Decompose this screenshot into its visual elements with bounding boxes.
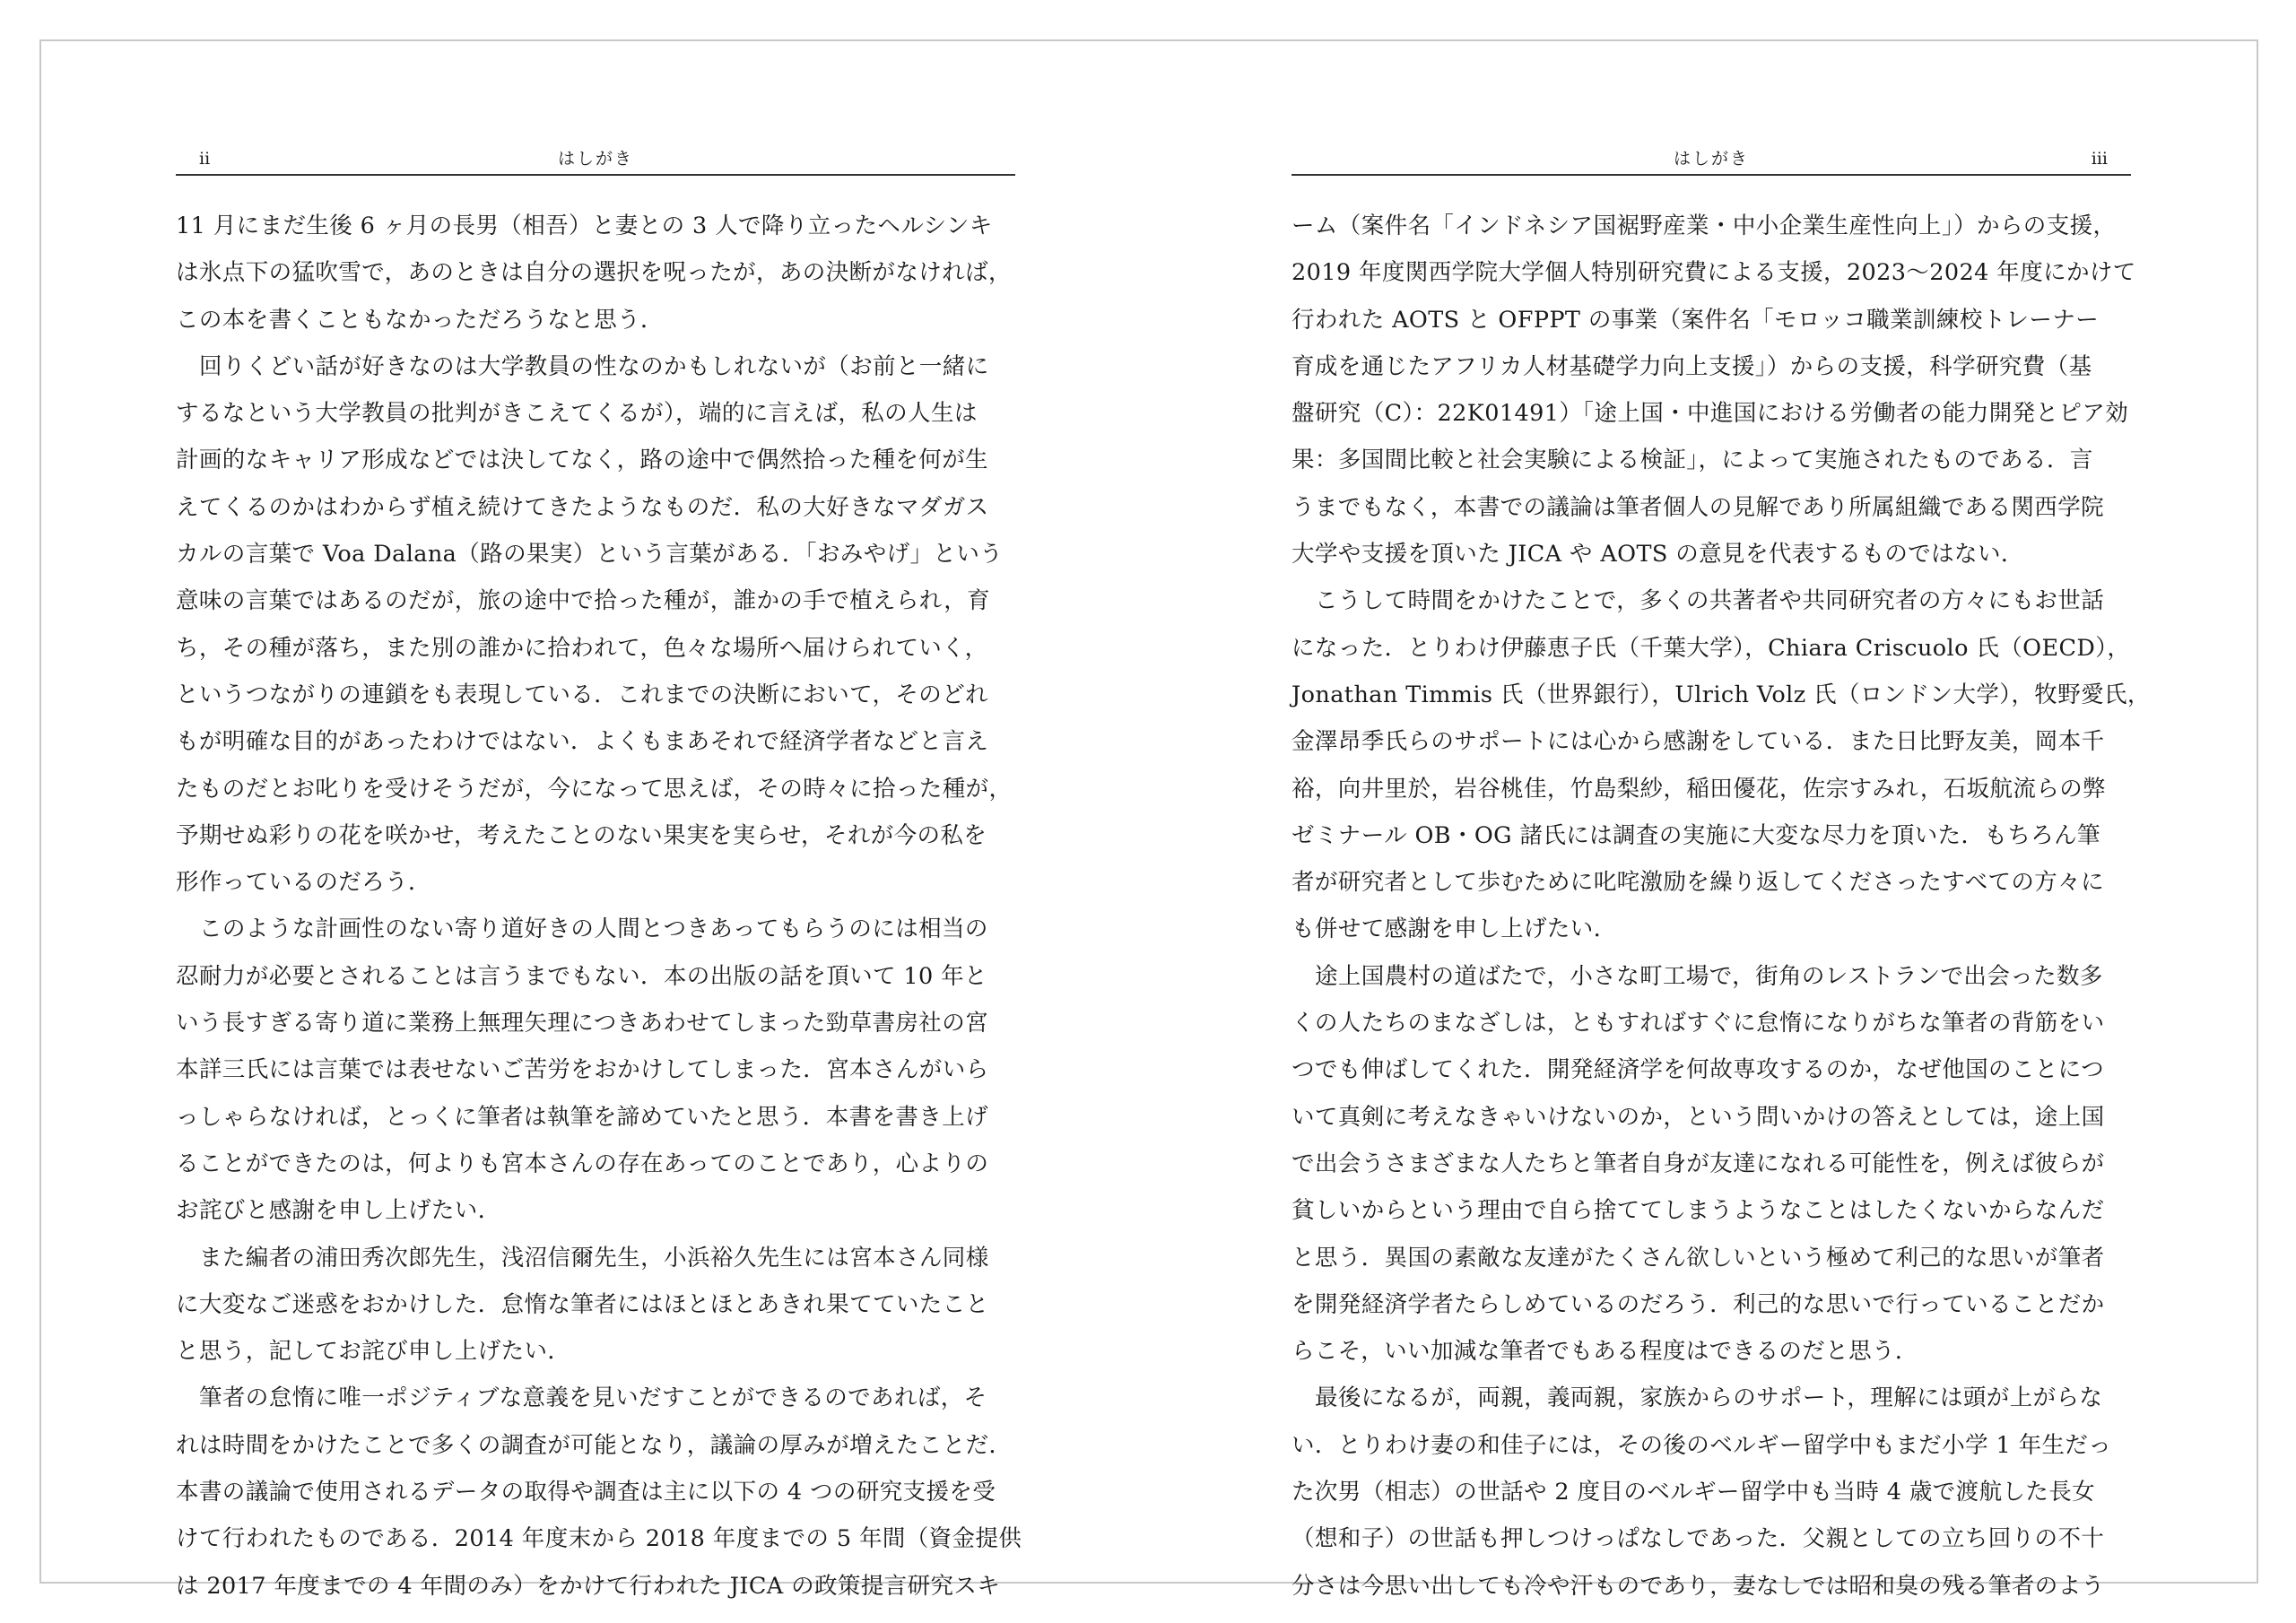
text-line: 11 月にまだ生後 6 ヶ月の長男（相吾）と妻との 3 人で降り立ったヘルシンキ (176, 213, 993, 239)
text-line: たものだとお叱りを受けそうだが，今になって思えば，その時々に拾った種が， (176, 775, 1013, 803)
text-line: （想和子）の世話も押しつけっぱなしであった．父親としての立ち回りの不十 (1292, 1525, 2105, 1553)
text-line: 形作っているのだろう． (176, 869, 431, 897)
right-page (1292, 143, 2151, 1610)
text-line: いう長すぎる寄り道に業務上無理矢理につきあわせてしまった勁草書房社の宮 (176, 1010, 988, 1037)
left-running-title: はしがき (557, 149, 633, 169)
text-line: と思う．異国の素敵な友達がたくさん欲しいという極めて利己的な思いが筆者 (1292, 1244, 2105, 1271)
text-line: い．とりわけ妻の和佳子には，その後のベルギー留学中もまだ小学 1 年生だっ (1292, 1431, 2112, 1459)
text-line: た次男（相志）の世話や 2 度目のベルギー留学中も当時 4 歳で渡航した長女 (1292, 1479, 2096, 1506)
text-line: 大学や支援を頂いた JICA や AOTS の意見を代表するものではない． (1292, 541, 2024, 568)
text-line: いて真剣に考えなきゃいけないのか，という問いかけの答えとしては，途上国 (1292, 1103, 2105, 1131)
text-line: に大変なご迷惑をおかけした．怠惰な筆者にはほとほとあきれ果てていたこと (176, 1290, 989, 1318)
text-line: 2019 年度関西学院大学個人特別研究費による支援，2023～2024 年度にかけて (1292, 259, 2136, 287)
text-line: を開発経済学者たらしめているのだろう．利己的な思いで行っていることだか (1292, 1290, 2105, 1318)
text-line: ち，その種が落ち，また別の誰かに拾われて，色々な場所へ届けられていく， (176, 634, 988, 662)
right-running-title: はしがき (1673, 149, 1749, 169)
text-line: 意味の言葉ではあるのだが，旅の途中で拾った種が，誰かの手で植えられ，育 (176, 587, 991, 615)
text-line: ーム（案件名「インドネシア国裾野産業・中小企業生産性向上」）からの支援， (1292, 213, 2117, 239)
text-line: つでも伸ばしてくれた．開発経済学を何故専攻するのか，なぜ他国のことにつ (1292, 1056, 2104, 1084)
text-line: っしゃらなければ，とっくに筆者は執筆を諦めていたと思う．本書を書き上げ (176, 1103, 988, 1131)
text-line: 貧しいからという理由で自ら捨ててしまうようなことはしたくないからなんだ (1292, 1197, 2105, 1225)
text-line: 盤研究（C）：22K01491）「途上国・中進国における労働者の能力開発とピア効 (1292, 400, 2129, 428)
text-line: は 2017 年度までの 4 年間のみ）をかけて行われた JICA の政策提言研究スキ (176, 1572, 1001, 1600)
text-line: も併せて感謝を申し上げたい． (1292, 916, 1617, 943)
text-line: というつながりの連鎖をも表現している．これまでの決断において，そのどれ (176, 681, 988, 708)
text-line: 筆者の怠惰に唯一ポジティブな意義を見いだすことができるのであれば，そ (199, 1384, 987, 1412)
text-line: 回りくどい話が好きなのは大学教員の性なのかもしれないが（お前と一緒に (199, 352, 989, 380)
text-line: こうして時間をかけたことで，多くの共著者や共同研究者の方々にもお世話 (1315, 587, 2105, 615)
text-line: 計画的なキャリア形成などでは決してなく，路の途中で偶然拾った種を何が生 (176, 447, 988, 474)
text-line: えてくるのかはわからず植え続けてきたようなものだ．私の大好きなマダガス (176, 493, 989, 521)
text-line: ることができたのは，何よりも宮本さんの存在あってのことであり，心よりの (176, 1150, 989, 1177)
text-line: 予期せぬ彩りの花を咲かせ，考えたことのない果実を実らせ，それが今の私を (176, 821, 987, 849)
text-line: で出会うさまざまな人たちと筆者自身が友達になれる可能性を，例えば彼らが (1292, 1150, 2105, 1177)
text-line: は氷点下の猛吹雪で，あのときは自分の選択を呪ったが，あの決断がなければ， (176, 259, 1012, 287)
text-line: 忍耐力が必要とされることは言うまでもない．本の出版の話を頂いて 10 年と (176, 962, 987, 990)
text-line: くの人たちのまなざしは，ともすればすぐに怠惰になりがちな筆者の背筋をい (1292, 1010, 2105, 1037)
text-line: お詫びと感謝を申し上げたい． (176, 1197, 501, 1225)
right-page-number: iii (2091, 149, 2108, 169)
text-line: Jonathan Timmis 氏（世界銀行），Ulrich Volz 氏（ロンドン大学），牧野愛氏， (1292, 681, 2151, 708)
left-page-number: ii (199, 149, 211, 169)
text-line: カルの言葉で Voa Dalana（路の果実）という言葉がある．「おみやげ」という (176, 541, 1004, 568)
right-running-head (1292, 143, 2131, 176)
text-line: れは時間をかけたことで多くの調査が可能となり，議論の厚みが増えたことだ． (176, 1431, 1013, 1459)
left-running-head (176, 143, 1015, 176)
left-body-text (176, 203, 1022, 1610)
text-line: もが明確な目的があったわけではない．よくもまあそれで経済学者などと言え (176, 728, 989, 756)
text-line: 本詳三氏には言葉では表せないご苦労をおかけしてしまった．宮本さんがいら (176, 1056, 989, 1084)
text-line: と思う，記してお詫び申し上げたい． (176, 1338, 571, 1366)
text-line: けて行われたものである．2014 年度末から 2018 年度までの 5 年間（資金提供 (176, 1525, 1022, 1553)
text-line: 本書の議論で使用されるデータの取得や調査は主に以下の 4 つの研究支援を受 (176, 1479, 996, 1506)
text-line: 分さは今思い出しても冷や汗ものであり，妻なしでは昭和臭の残る筆者のよう (1292, 1572, 2105, 1600)
text-line: するなという大学教員の批判がきこえてくるが），端的に言えば，私の人生は (176, 400, 978, 428)
text-line: らこそ，いい加減な筆者でもある程度はできるのだと思う． (1292, 1338, 1918, 1366)
text-line: 果：多国間比較と社会実験による検証」，によって実施されたものである．言 (1292, 447, 2093, 474)
text-line: 金澤昂季氏らのサポートには心から感謝をしている．また日比野友美，岡本千 (1292, 728, 2105, 756)
right-body-text (1292, 203, 2151, 1610)
text-line: 途上国農村の道ばたで，小さな町工場で，街角のレストランで出会った数多 (1315, 962, 2103, 990)
text-line: 裕，向井里於，岩谷桃佳，竹島梨紗，稲田優花，佐宗すみれ，石坂航流らの弊 (1292, 775, 2107, 803)
text-line: になった．とりわけ伊藤恵子氏（千葉大学），Chiara Criscuolo 氏（OECD）， (1292, 634, 2131, 662)
text-line: うまでもなく，本書での議論は筆者個人の見解であり所属組織である関西学院 (1292, 493, 2104, 521)
text-line: このような計画性のない寄り道好きの人間とつきあってもらうのには相当の (199, 916, 988, 943)
text-line: 行われた AOTS と OFPPT の事業（案件名「モロッコ職業訓練校トレーナー (1292, 306, 2100, 334)
text-line: この本を書くこともなかっただろうなと思う． (176, 306, 664, 334)
text-line: 育成を通じたアフリカ人材基礎学力向上支援」）からの支援，科学研究費（基 (1292, 352, 2092, 380)
text-line: 者が研究者として歩むために叱咤激励を繰り返してくださったすべての方々に (1292, 869, 2104, 897)
text-line: また編者の浦田秀次郎先生，浅沼信爾先生，小浜裕久先生には宮本さん同様 (199, 1244, 989, 1271)
text-line: ゼミナール OB・OG 諸氏には調査の実施に大変な尽力を頂いた．もちろん筆 (1292, 821, 2100, 849)
left-page (176, 143, 1022, 1610)
text-line: 最後になるが，両親，義両親，家族からのサポート，理解には頭が上がらな (1315, 1384, 2103, 1412)
